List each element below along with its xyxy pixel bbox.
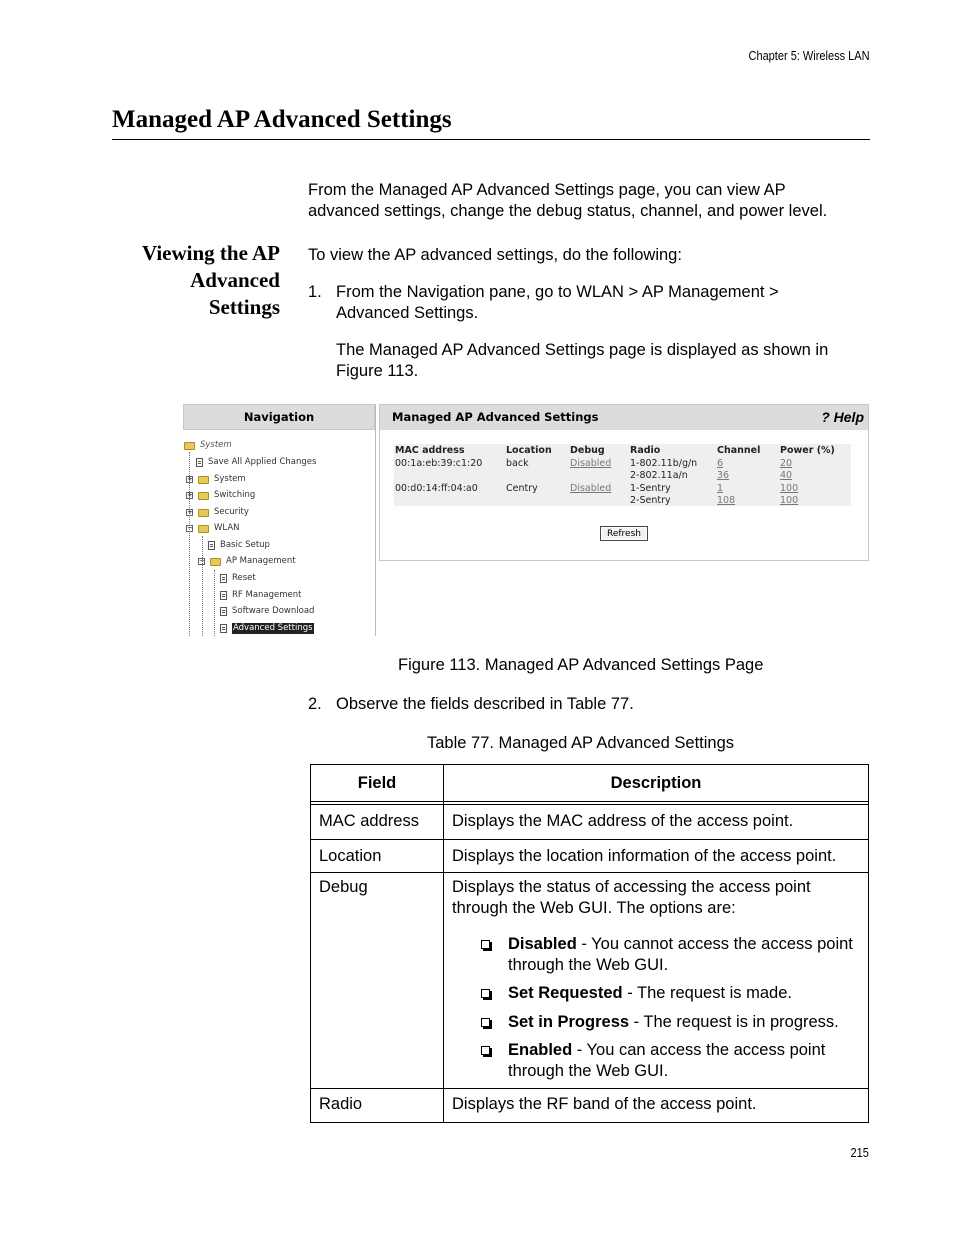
open-folder-icon <box>198 525 209 533</box>
checkbox-bullet-icon <box>481 1046 490 1055</box>
help-link[interactable]: ? Help <box>821 409 864 425</box>
list-item: Set in Progress - The request is in progress. <box>452 1012 860 1033</box>
tree-item-advanced-settings[interactable]: Advanced Settings <box>220 623 314 634</box>
header-field: Field <box>311 765 444 802</box>
tree-item-ap-management[interactable]: − AP Management <box>199 556 296 566</box>
subsection-title-line-3: Settings <box>208 295 280 319</box>
tree-line <box>202 536 203 636</box>
folder-icon <box>198 476 209 484</box>
step-2-text: Observe the fields described in Table 77. <box>336 695 634 713</box>
description-cell <box>444 873 869 1089</box>
field-cell: Location <box>311 839 444 873</box>
expand-icon[interactable]: + <box>187 508 193 516</box>
channel-link[interactable]: 1 <box>717 482 724 494</box>
debug-link[interactable]: Disabled <box>570 457 612 469</box>
channel-link[interactable]: 36 <box>717 470 730 481</box>
figure-caption: Figure 113. Managed AP Advanced Settings Page <box>398 656 764 674</box>
debug-link[interactable]: Disabled <box>570 482 612 494</box>
debug-column: Debug Disabled Disabled <box>570 445 612 494</box>
debug-description: Displays the status of accessing the access point through the Web GUI. The options are: <box>452 878 811 917</box>
lead-text: To view the AP advanced settings, do the following: <box>308 246 682 264</box>
tree-item-software-download[interactable]: Software Download <box>220 606 314 617</box>
table-row <box>311 873 869 1089</box>
table-row <box>311 839 869 873</box>
description-cell: Displays the location information of the access point. <box>444 839 869 873</box>
expand-icon[interactable]: + <box>187 475 193 483</box>
table-caption: Table 77. Managed AP Advanced Settings <box>427 734 735 752</box>
mac-column: MAC address 00:1a:eb:39:c1:20 00:d0:14:ff:04:a0 <box>395 445 483 494</box>
step-1-text <box>336 282 779 323</box>
list-item: Disabled - You cannot access the access point through the Web GUI. <box>452 934 860 975</box>
step-1-note <box>336 340 828 381</box>
intro-line-2: advanced settings, change the debug status, channel, and power level. <box>308 201 828 220</box>
tree-item-system[interactable]: + System <box>187 474 246 484</box>
power-link[interactable]: 100 <box>780 482 799 494</box>
checkbox-bullet-icon <box>481 989 490 998</box>
chapter-header: Chapter 5: Wireless LAN <box>748 49 870 63</box>
tree-item-reset[interactable]: Reset <box>220 573 256 584</box>
section-title: Managed AP Advanced Settings <box>112 106 452 133</box>
list-item: Enabled - You can access the access point through the Web GUI. <box>452 1040 860 1081</box>
expand-icon[interactable]: + <box>187 491 193 499</box>
page-icon <box>220 591 227 600</box>
settings-panel <box>379 404 869 561</box>
table-header-row <box>311 765 869 802</box>
collapse-icon[interactable]: − <box>199 557 205 565</box>
collapse-icon[interactable]: − <box>187 524 193 532</box>
intro-line-1: From the Managed AP Advanced Settings page, you can view AP <box>308 181 786 199</box>
description-cell: Displays the MAC address of the access point. <box>444 805 869 840</box>
power-column: Power (%) 20 40 100 100 <box>780 445 835 506</box>
folder-icon <box>184 442 195 450</box>
channel-column: Channel 6 36 1 108 <box>717 445 761 506</box>
table-row <box>311 1089 869 1123</box>
subsection-title-line-1: Viewing the AP <box>141 241 280 265</box>
debug-options-list <box>452 934 860 1081</box>
figure-screenshot <box>183 404 869 637</box>
step-1-note-line-2: Figure 113. <box>336 361 419 380</box>
tree-item-save[interactable]: Save All Applied Changes <box>196 457 316 468</box>
page-number: 215 <box>850 1146 869 1160</box>
subsection-title <box>142 240 280 321</box>
intro-paragraph <box>308 180 827 221</box>
page-icon <box>220 574 227 583</box>
power-link[interactable]: 100 <box>780 495 799 506</box>
field-cell: Radio <box>311 1089 444 1123</box>
step-2-number: 2. <box>308 695 322 713</box>
open-folder-icon <box>210 558 221 566</box>
step-1-number: 1. <box>308 283 322 301</box>
ap-settings-table <box>394 444 851 506</box>
page-icon <box>208 541 215 550</box>
checkbox-bullet-icon <box>481 1018 490 1027</box>
refresh-button[interactable]: Refresh <box>600 526 648 541</box>
tree-item-wlan[interactable]: − WLAN <box>187 523 240 533</box>
folder-icon <box>198 492 209 500</box>
page-icon <box>220 607 227 616</box>
navigation-title: Navigation <box>183 404 375 430</box>
panel-title: Managed AP Advanced Settings ? Help <box>380 405 868 430</box>
channel-link[interactable]: 108 <box>717 495 736 506</box>
tree-item-basic-setup[interactable]: Basic Setup <box>208 540 270 551</box>
tree-item-security[interactable]: + Security <box>187 507 249 517</box>
location-column: Location back Centry <box>506 445 552 494</box>
folder-icon <box>198 509 209 517</box>
tree-line <box>214 570 215 636</box>
checkbox-bullet-icon <box>481 940 490 949</box>
fields-table <box>310 764 869 1123</box>
description-cell: Displays the RF band of the access point. <box>444 1089 869 1123</box>
step-1-note-line-1: The Managed AP Advanced Settings page is displayed as shown in <box>336 341 829 359</box>
step-1-line-2: Advanced Settings. <box>336 303 479 322</box>
power-link[interactable]: 40 <box>780 470 793 481</box>
table-row <box>311 805 869 840</box>
tree-item-system-root[interactable]: System <box>184 440 232 451</box>
tree-item-rf-management[interactable]: RF Management <box>220 590 302 601</box>
navigation-pane <box>183 404 376 636</box>
tree-item-switching[interactable]: + Switching <box>187 490 256 500</box>
field-cell: MAC address <box>311 805 444 840</box>
field-cell: Debug <box>311 873 444 1089</box>
step-1-line-1: From the Navigation pane, go to WLAN > AP Management > <box>336 283 779 301</box>
power-link[interactable]: 20 <box>780 457 793 469</box>
page-icon <box>196 458 203 467</box>
header-description: Description <box>444 765 869 802</box>
channel-link[interactable]: 6 <box>717 457 724 469</box>
subsection-title-line-2: Advanced <box>190 268 280 292</box>
radio-column: Radio 1-802.11b/g/n 2-802.11a/n 1-Sentry 2-Sentry <box>630 445 698 506</box>
page-icon <box>220 624 227 633</box>
title-rule <box>112 139 870 140</box>
list-item: Set Requested - The request is made. <box>452 983 860 1004</box>
